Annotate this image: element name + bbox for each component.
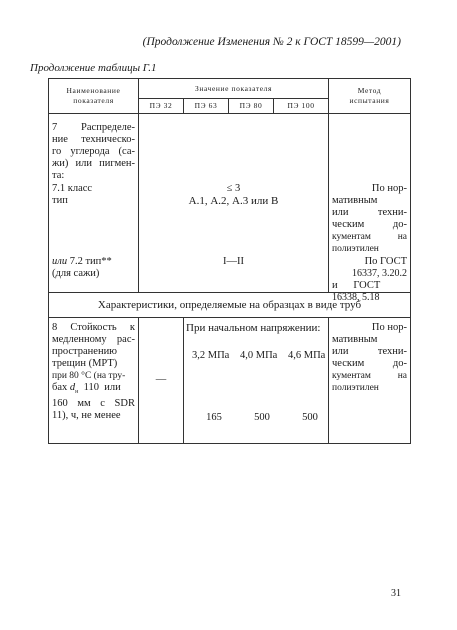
row8-method-cell: По нор- мативным или техни- ческим до- кументам на полиэтилен — [329, 318, 411, 444]
section-title: Характеристики, определяемые на образцах в виде труб — [49, 293, 411, 318]
row8-value-cell — [184, 318, 329, 444]
row8-value-pe32: — — [155, 374, 167, 385]
table-continuation-caption: Продолжение таблицы Г.1 — [30, 62, 157, 74]
grade-header-pe32: ПЭ 32 — [139, 99, 184, 114]
col-header-method: Метод испытания — [329, 79, 411, 114]
row7-value-cell — [139, 114, 329, 293]
amendment-title: (Продолжение Изменения № 2 к ГОСТ 18599—2001) — [142, 36, 401, 48]
row8-hours-1: 165 — [206, 412, 222, 423]
row8-stress-3: 4,6 МПа — [288, 350, 326, 361]
col-header-name: Наименование показателя — [49, 79, 139, 114]
grade-header-pe100: ПЭ 100 — [274, 99, 329, 114]
row7-name-cell: 7 Распределе- ние техническо- го углерода (са- жи) или пигмен- та: 7.1 класс тип или 7.2 тип** (для сажи) — [49, 114, 139, 293]
grade-header-pe63: ПЭ 63 — [184, 99, 229, 114]
row8-value-caption: При начальном напряжении: — [186, 322, 321, 334]
row8-stress-1: 3,2 МПа — [192, 350, 230, 361]
row7-value-type: А.1, А.2, А.3 или В — [188, 195, 279, 207]
row8-hours-3: 500 — [302, 412, 318, 423]
row8-hours-2: 500 — [254, 412, 270, 423]
row7-method-cell: По нор- мативным или техни- ческим до- кументам на полиэтилен По ГОСТ 16337, 3.20.2 и ГОСТ 16338, 5.18 — [329, 114, 411, 293]
col-header-value: Значение показателя — [139, 79, 329, 99]
table-g1 — [48, 78, 411, 444]
page-number: 31 — [391, 588, 401, 599]
row7-value-class: ≤ 3 — [226, 183, 241, 194]
row8-pe32-cell — [139, 318, 184, 444]
grade-header-pe80: ПЭ 80 — [229, 99, 274, 114]
row8-stress-2: 4,0 МПа — [240, 350, 278, 361]
row7-value-type2: I—II — [223, 256, 244, 267]
row8-name-cell: 8 Стойкость к медленному рас- пространению трещин (МРТ) при 80 °С (на тру- бах $d_н$ 110 или 160 мм с SDR 11), ч, не менее — [49, 318, 139, 444]
